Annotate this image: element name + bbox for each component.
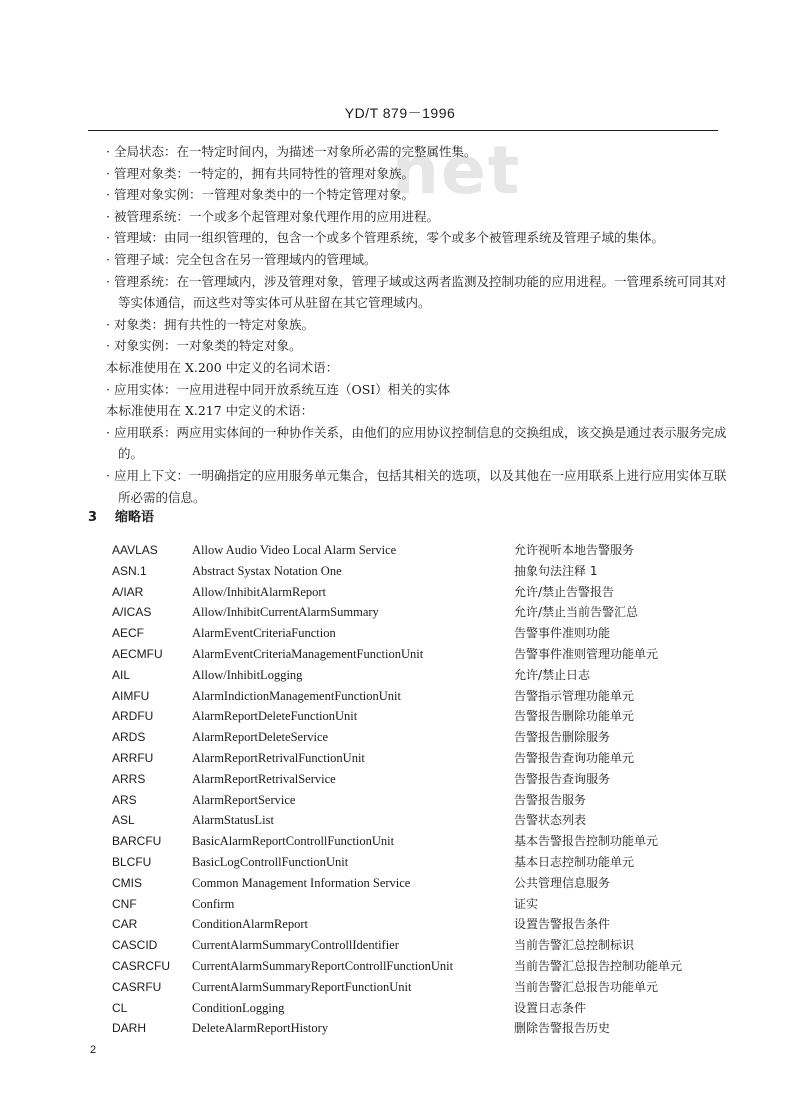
- abbreviation-chinese: 设置告警报告条件: [514, 917, 611, 932]
- abbreviation-code: ARDS: [112, 730, 146, 745]
- abbreviation-chinese: 基本日志控制功能单元: [514, 854, 635, 869]
- abbreviation-code: AAVLAS: [112, 543, 158, 557]
- abbreviation-english: Allow/InhibitCurrentAlarmSummary: [192, 605, 379, 620]
- abbreviation-chinese: 当前告警汇总报告功能单元: [514, 979, 659, 994]
- abbreviation-chinese: 告警报告查询功能单元: [514, 750, 635, 765]
- abbreviation-english: ConditionLogging: [192, 1000, 285, 1015]
- abbreviations-table: [112, 540, 732, 1039]
- abbreviation-chinese: 当前告警汇总报告控制功能单元: [514, 958, 683, 973]
- abbreviation-chinese: 告警报告服务: [514, 792, 587, 807]
- abbreviation-chinese: 抽象句法注释 1: [514, 563, 598, 578]
- abbreviation-row: [112, 852, 732, 873]
- abbreviation-english: AlarmEventCriteriaFunction: [192, 626, 336, 641]
- abbreviation-row: [112, 977, 732, 998]
- abbreviation-english: DeleteAlarmReportHistory: [192, 1021, 329, 1036]
- page-header-standard-number: YD/T 879－1996: [344, 105, 456, 121]
- definition-intro-line: 本标准使用在 X.217 中定义的术语：: [106, 403, 314, 419]
- definition-item: · 对象类：拥有共性的一特定对象族。: [106, 316, 314, 332]
- definition-item: · 应用上下文：一明确指定的应用服务单元集合，包括其相关的选项，以及其他在一应用联系上进行应用实体互联所必需的信息。: [106, 467, 727, 505]
- abbreviation-english: AlarmReportRetrivalService: [192, 771, 336, 786]
- abbreviation-chinese: 告警指示管理功能单元: [514, 688, 635, 703]
- abbreviation-chinese: 设置日志条件: [514, 1000, 587, 1015]
- definition-item: · 管理子域：完全包含在另一管理域内的管理域。: [106, 251, 377, 267]
- abbreviation-code: CL: [112, 1000, 128, 1015]
- abbreviation-code: CASCID: [112, 938, 158, 953]
- abbreviation-chinese: 告警报告查询服务: [514, 771, 611, 786]
- abbreviation-english: Abstract Systax Notation One: [192, 563, 342, 578]
- abbreviation-row: [112, 998, 732, 1019]
- abbreviation-row: [112, 686, 732, 707]
- abbreviation-row: [112, 644, 732, 665]
- abbreviation-english: AlarmIndictionManagementFunctionUnit: [192, 688, 401, 703]
- abbreviation-english: AlarmReportService: [192, 792, 296, 807]
- abbreviation-row: [112, 561, 732, 582]
- abbreviation-code: ARRFU: [112, 750, 154, 765]
- abbreviation-chinese: 允许/禁止告警报告: [514, 584, 615, 599]
- definition-item: · 对象实例：一对象类的特定对象。: [106, 338, 302, 354]
- abbreviation-english: CurrentAlarmSummaryReportControllFunctionUnit: [192, 958, 454, 973]
- abbreviation-row: [112, 665, 732, 686]
- abbreviation-code: CMIS: [112, 875, 142, 890]
- abbreviation-english: Allow Audio Video Local Alarm Service: [192, 543, 397, 557]
- abbreviation-code: BLCFU: [112, 854, 152, 869]
- header-rule: [88, 130, 718, 131]
- abbreviation-code: A/IAR: [112, 584, 144, 599]
- abbreviation-row: [112, 602, 732, 623]
- definition-item: · 被管理系统：一个或多个起管理对象代理作用的应用进程。: [106, 208, 439, 224]
- page-number: 2: [90, 1044, 97, 1056]
- definition-item: · 全局状态：在一特定时间内，为描述一对象所必需的完整属性集。: [106, 144, 477, 159]
- abbreviation-english: AlarmStatusList: [192, 813, 274, 828]
- definition-item: · 应用实体：一应用进程中同开放系统互连（OSI）相关的实体: [106, 381, 451, 397]
- definition-item: · 管理系统：在一管理域内，涉及管理对象，管理子域或这两者监测及控制功能的应用进程。一管理系统可同其对等实体通信，而这些对等实体可从驻留在其它管理域内。: [106, 273, 727, 311]
- watermark-text: net: [392, 132, 522, 209]
- abbreviation-chinese: 证实: [514, 896, 539, 911]
- abbreviation-chinese: 允许/禁止当前告警汇总: [514, 605, 639, 620]
- abbreviation-chinese: 公共管理信息服务: [514, 875, 611, 890]
- abbreviation-row: [112, 1018, 732, 1039]
- abbreviation-row: [112, 935, 732, 956]
- abbreviation-row: [112, 831, 732, 852]
- definition-intro-line: 本标准使用在 X.200 中定义的名词术语：: [106, 359, 339, 375]
- abbreviation-row: [112, 810, 732, 831]
- abbreviation-english: Allow/InhibitLogging: [192, 667, 303, 682]
- abbreviation-code: BARCFU: [112, 834, 162, 849]
- abbreviation-code: CASRFU: [112, 979, 162, 994]
- abbreviation-english: AlarmReportDeleteService: [192, 730, 329, 745]
- abbreviation-code: AECMFU: [112, 646, 163, 661]
- abbreviation-code: ASN.1: [112, 563, 147, 578]
- abbreviation-row: [112, 540, 732, 561]
- abbreviation-english: Confirm: [192, 896, 235, 911]
- abbreviation-english: BasicAlarmReportControllFunctionUnit: [192, 834, 395, 849]
- abbreviation-english: Common Management Information Service: [192, 875, 411, 890]
- abbreviation-row: [112, 727, 732, 748]
- definition-item: · 管理对象实例：一管理对象类中的一个特定管理对象。: [106, 187, 414, 203]
- abbreviation-row: [112, 706, 732, 727]
- abbreviation-row: [112, 769, 732, 790]
- section-heading: [88, 506, 154, 525]
- abbreviation-code: CAR: [112, 917, 138, 932]
- abbreviation-row: [112, 894, 732, 915]
- abbreviation-english: CurrentAlarmSummaryControllIdentifier: [192, 938, 399, 953]
- abbreviation-row: [112, 956, 732, 977]
- abbreviation-english: ConditionAlarmReport: [192, 917, 308, 932]
- abbreviation-english: AlarmReportDeleteFunctionUnit: [192, 709, 358, 724]
- abbreviation-chinese: 告警报告删除服务: [514, 730, 611, 745]
- abbreviation-chinese: 告警事件准则功能: [514, 626, 611, 641]
- abbreviation-row: [112, 748, 732, 769]
- abbreviation-code: ARS: [112, 792, 137, 807]
- abbreviation-english: AlarmEventCriteriaManagementFunctionUnit: [192, 646, 424, 661]
- abbreviation-chinese: 允许视听本地告警服务: [514, 543, 635, 557]
- abbreviation-english: AlarmReportRetrivalFunctionUnit: [192, 750, 365, 765]
- abbreviation-chinese: 删除告警报告历史: [514, 1021, 611, 1036]
- abbreviation-row: [112, 790, 732, 811]
- abbreviation-row: [112, 623, 732, 644]
- abbreviation-english: BasicLogControllFunctionUnit: [192, 854, 349, 869]
- abbreviation-code: AIMFU: [112, 688, 150, 703]
- definition-item: · 应用联系：两应用实体间的一种协作关系，由他们的应用协议控制信息的交换组成，该交换是通过表示服务完成的。: [106, 424, 727, 462]
- abbreviation-code: ARRS: [112, 771, 146, 786]
- abbreviation-code: ASL: [112, 813, 135, 828]
- abbreviation-chinese: 允许/禁止日志: [514, 667, 591, 682]
- section-number: 3: [88, 510, 98, 525]
- abbreviation-chinese: 当前告警汇总控制标识: [514, 938, 635, 953]
- abbreviation-chinese: 告警事件准则管理功能单元: [514, 646, 659, 661]
- abbreviation-code: AECF: [112, 626, 145, 641]
- abbreviation-code: AIL: [112, 667, 131, 682]
- abbreviation-row: [112, 914, 732, 935]
- abbreviation-code: DARH: [112, 1021, 147, 1036]
- abbreviation-chinese: 基本告警报告控制功能单元: [514, 834, 659, 849]
- abbreviation-english: Allow/InhibitAlarmReport: [192, 584, 327, 599]
- abbreviation-code: CASRCFU: [112, 958, 171, 973]
- definition-item: · 管理域：由同一组织管理的，包含一个或多个管理系统，零个或多个被管理系统及管理子域的集体。: [106, 230, 664, 246]
- definitions-list: [98, 141, 728, 508]
- abbreviation-code: ARDFU: [112, 709, 154, 724]
- abbreviation-row: [112, 873, 732, 894]
- abbreviation-chinese: 告警状态列表: [514, 813, 587, 828]
- abbreviation-row: [112, 582, 732, 603]
- abbreviation-code: A/ICAS: [112, 605, 152, 620]
- section-title: 缩略语: [115, 510, 155, 525]
- abbreviation-english: CurrentAlarmSummaryReportFunctionUnit: [192, 979, 412, 994]
- abbreviation-code: CNF: [112, 896, 137, 911]
- definition-item: · 管理对象类：一特定的，拥有共同特性的管理对象族。: [106, 165, 414, 181]
- abbreviation-chinese: 告警报告删除功能单元: [514, 709, 635, 724]
